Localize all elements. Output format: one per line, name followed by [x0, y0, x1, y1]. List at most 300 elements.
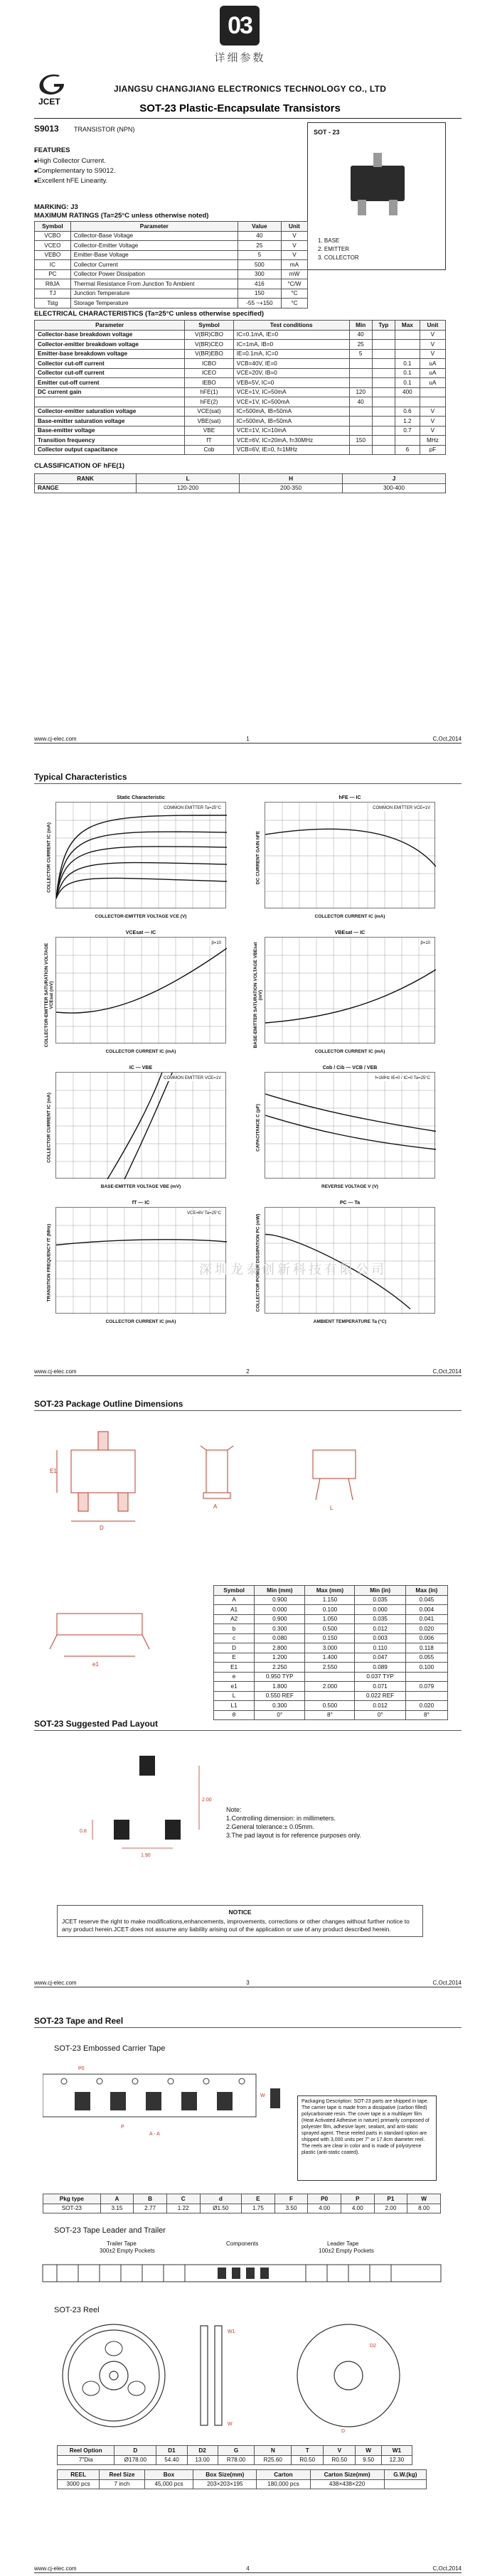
chart-title: PC — Ta: [339, 1201, 361, 1206]
table-cell: mA: [281, 260, 307, 270]
table-cell: Ø1.50: [200, 2204, 242, 2213]
table-cell: L1: [214, 1701, 255, 1711]
badge-label: 详细参数: [214, 52, 266, 64]
table-cell: 0.035: [355, 1595, 405, 1605]
table-header-cell: Unit: [420, 321, 445, 331]
svg-text:A - A: A - A: [149, 2132, 160, 2137]
table-header-cell: Parameter: [35, 321, 185, 331]
table-row: [35, 330, 446, 340]
section-divider: [34, 2027, 462, 2028]
chart-ylabel: COLLECTOR CURRENT IC (mA): [46, 1093, 52, 1163]
table-header-cell: Box: [144, 2470, 193, 2480]
table-header-cell: Min (in): [355, 1586, 405, 1596]
chart-plot: [56, 803, 227, 909]
footer-date: C,Oct,2014: [432, 736, 462, 742]
table-cell: 0.022 REF: [355, 1691, 405, 1701]
table-header-cell: Symbol: [214, 1586, 255, 1596]
table-cell: hFE(2): [185, 397, 234, 407]
table-cell: 0.055: [405, 1653, 447, 1663]
table-cell: Collector-Base Voltage: [70, 231, 238, 241]
chart-legend: VCE=6V Ta=25°C: [187, 1211, 221, 1215]
table-cell: V(BR)CEO: [185, 340, 234, 350]
table-cell: [395, 397, 420, 407]
table-cell: uA: [420, 368, 445, 378]
table-cell: V: [420, 349, 445, 359]
table-cell: 416: [238, 279, 281, 289]
chart-legend: β=10: [211, 941, 221, 945]
table-cell: 2.550: [305, 1663, 355, 1673]
table-cell: 7 inch: [100, 2479, 144, 2489]
footer-divider: [34, 1375, 462, 1376]
table-row: [214, 1624, 448, 1634]
footer-date: C,Oct,2014: [432, 1980, 462, 1986]
table-cell: IC=500mA, IB=50mA: [233, 407, 349, 417]
table-cell: VBE: [185, 426, 234, 436]
section-divider: [34, 783, 462, 784]
table-cell: 8°: [305, 1710, 355, 1720]
footer-url: www.cj-elec.com: [34, 736, 77, 742]
table-cell: 1.400: [305, 1653, 355, 1663]
table-cell: Emitter-Base Voltage: [70, 250, 238, 260]
chart-title: VCEsat — IC: [125, 930, 156, 935]
table-cell: [395, 330, 420, 340]
table-cell: IEBO: [185, 378, 234, 388]
table-row: [58, 2455, 412, 2465]
table-cell: 0.900: [255, 1614, 305, 1624]
table-cell: °C/W: [281, 279, 307, 289]
table-cell: 8.00: [407, 2204, 441, 2213]
table-cell: Collector-base breakdown voltage: [35, 330, 185, 340]
table-cell: c: [214, 1633, 255, 1643]
table-cell: 0.047: [355, 1653, 405, 1663]
page-footer: [34, 734, 462, 742]
table-cell: [349, 417, 372, 426]
table-cell: SOT-23: [43, 2204, 101, 2213]
leader-trailer-drawing: [36, 2258, 448, 2293]
table-cell: R0.50: [324, 2455, 356, 2465]
table-cell: 1.150: [305, 1595, 355, 1605]
table-cell: 4.00: [341, 2204, 374, 2213]
table-header-cell: P: [341, 2194, 374, 2204]
classification-table: [34, 473, 446, 493]
table-cell: [372, 426, 395, 436]
table-cell: 6: [395, 445, 420, 455]
pad-layout-drawing: [78, 1742, 220, 1862]
table-row: [35, 426, 446, 436]
trailer-label: Trailer Tape: [107, 2240, 137, 2247]
table-cell: 0.080: [255, 1633, 305, 1643]
table-cell: IC=0.1mA, IE=0: [233, 330, 349, 340]
table-cell: DC current gain: [35, 387, 185, 397]
table-cell: 0.000: [255, 1605, 305, 1615]
table-cell: 13.00: [187, 2455, 218, 2465]
table-cell: 0.550 REF: [255, 1691, 305, 1701]
table-cell: [384, 2479, 426, 2489]
table-cell: [372, 436, 395, 446]
table-cell: e: [214, 1672, 255, 1682]
reel-title: SOT-23 Reel: [54, 2306, 100, 2314]
table-cell: 0.100: [405, 1663, 447, 1673]
table-cell: 203×203×195: [193, 2479, 257, 2489]
typical-chart: [253, 930, 435, 1054]
chart-title: VBEsat — IC: [334, 930, 366, 935]
table-cell: VEB=5V, IC=0: [233, 378, 349, 388]
table-header-cell: E: [242, 2194, 275, 2204]
table-row: [35, 279, 308, 289]
svg-text:0.8: 0.8: [80, 1829, 87, 1834]
table-header-row: [35, 474, 446, 484]
table-row: [214, 1653, 448, 1663]
table-row: [35, 241, 308, 251]
table-cell: 0.000: [355, 1605, 405, 1615]
chart-ylabel: COLLECTOR POWER DISSIPATION PC (mW): [255, 1213, 261, 1312]
chart-title: fT — IC: [132, 1201, 150, 1206]
table-cell: MHz: [420, 436, 445, 446]
table-cell: 400: [395, 387, 420, 397]
table-cell: 0.1: [395, 368, 420, 378]
table-cell: 150: [238, 289, 281, 299]
chart-xlabel: AMBIENT TEMPERATURE Ta (°C): [313, 1319, 387, 1324]
table-cell: [372, 417, 395, 426]
table-cell: Thermal Resistance From Junction To Ambient: [70, 279, 238, 289]
table-cell: RANGE: [35, 483, 137, 493]
table-cell: [372, 330, 395, 340]
table-cell: 12.30: [381, 2455, 412, 2465]
table-header-cell: Min: [349, 321, 372, 331]
svg-text:W: W: [228, 2422, 233, 2427]
table-row: [214, 1595, 448, 1605]
table-cell: Collector-emitter breakdown voltage: [35, 340, 185, 350]
table-cell: fT: [185, 436, 234, 446]
table-header-cell: Parameter: [70, 222, 238, 232]
table-header-cell: Box Size(mm): [193, 2470, 257, 2480]
table-row: [214, 1605, 448, 1615]
chart-title: hFE — IC: [338, 795, 361, 800]
chart-legend: COMMON EMITTER Ta=25°C: [164, 806, 221, 810]
table-cell: [372, 340, 395, 350]
pad-notes: [226, 1805, 361, 1840]
table-cell: 0.118: [405, 1643, 447, 1653]
table-cell: [372, 378, 395, 388]
table-cell: IC=500mA, IB=50mA: [233, 417, 349, 426]
table-cell: [349, 359, 372, 369]
carrier-tape-title: SOT-23 Embossed Carrier Tape: [54, 2044, 166, 2053]
page-3: [0, 1379, 480, 1990]
table-cell: 25: [238, 241, 281, 251]
features-title: FEATURES: [34, 146, 70, 154]
table-cell: Transition frequency: [35, 436, 185, 446]
chart-xlabel: COLLECTOR CURRENT IC (mA): [105, 1319, 176, 1324]
svg-text:2.00: 2.00: [202, 1798, 212, 1803]
table-cell: 0.020: [405, 1624, 447, 1634]
table-header-cell: Typ: [372, 321, 395, 331]
table-cell: [395, 349, 420, 359]
table-cell: 120-200: [137, 483, 240, 493]
table-cell: 0.500: [305, 1701, 355, 1711]
table-cell: Collector Current: [70, 260, 238, 270]
table-header-row: [43, 2194, 441, 2204]
table-header-cell: N: [255, 2446, 292, 2456]
table-cell: V: [281, 231, 307, 241]
table-row: [35, 349, 446, 359]
chart-plot: [265, 803, 436, 909]
leader-label: Leader Tape: [327, 2240, 359, 2247]
table-cell: 0.7: [395, 426, 420, 436]
table-cell: V: [420, 407, 445, 417]
table-cell: R78.00: [218, 2455, 255, 2465]
table-cell: VCE=20V, IB=0: [233, 368, 349, 378]
table-cell: 200-350: [240, 483, 343, 493]
table-cell: [420, 397, 445, 407]
page-footer: [34, 1977, 462, 1986]
table-row: [35, 378, 446, 388]
chart-legend: COMMON EMITTER VCE=1V: [373, 806, 430, 810]
feature-item: ■ Complementary to S9012.: [34, 166, 116, 176]
table-cell: hFE(1): [185, 387, 234, 397]
table-cell: 0.6: [395, 407, 420, 417]
table-cell: 0.950 TYP: [255, 1672, 305, 1682]
table-cell: [372, 445, 395, 455]
feature-item: ■ Excellent hFE Linearity.: [34, 176, 116, 186]
chart-legend: f=1MHz IE=0 / IC=0 Ta=25°C: [375, 1076, 430, 1080]
table-cell: Ø178.00: [114, 2455, 156, 2465]
outline-dimensions-table: [213, 1585, 448, 1720]
table-cell: 54.40: [156, 2455, 187, 2465]
document-title: SOT-23 Plastic-Encapsulate Transistors: [139, 102, 341, 114]
title-divider: [34, 118, 462, 119]
table-cell: uA: [420, 359, 445, 369]
table-cell: 0.020: [405, 1701, 447, 1711]
table-row: [35, 445, 446, 455]
notice-box: [57, 1905, 423, 1937]
chart-xlabel: BASE-EMITTER VOLTAGE VBE (mV): [100, 1184, 181, 1189]
typical-chart: [46, 795, 226, 919]
table-cell: [420, 387, 445, 397]
package-box-label: SOT - 23: [314, 129, 340, 136]
trailer-pockets: 300±2 Empty Pockets: [100, 2248, 155, 2254]
chart-xlabel: COLLECTOR CURRENT IC (mA): [314, 1049, 385, 1054]
table-header-cell: W1: [381, 2446, 412, 2456]
table-row: [35, 397, 446, 407]
pad-note: Note:: [226, 1806, 242, 1813]
table-cell: b: [214, 1624, 255, 1634]
table-cell: 25: [349, 340, 372, 350]
chart-plot: [56, 1073, 227, 1179]
part-type: TRANSISTOR (NPN): [74, 126, 135, 133]
table-cell: VCB=6V, IE=0, f=1MHz: [233, 445, 349, 455]
table-cell: IC=1mA, IB=0: [233, 340, 349, 350]
table-cell: 2.77: [134, 2204, 167, 2213]
table-cell: [349, 368, 372, 378]
section-divider: [34, 1410, 462, 1411]
table-cell: V(BR)CBO: [185, 330, 234, 340]
footer-page: 2: [246, 1368, 250, 1375]
table-cell: uA: [420, 378, 445, 388]
table-cell: A1: [214, 1605, 255, 1615]
table-header-cell: Symbol: [185, 321, 234, 331]
table-header-cell: Min (mm): [255, 1586, 305, 1596]
marking: MARKING: J3: [34, 203, 78, 211]
table-cell: °C: [281, 289, 307, 299]
footer-date: C,Oct,2014: [432, 1368, 462, 1375]
chart-ylabel: COLLECTOR CURRENT IC (mA): [46, 822, 52, 893]
table-cell: Collector-emitter saturation voltage: [35, 407, 185, 417]
table-header-cell: D2: [187, 2446, 218, 2456]
table-cell: Collector Power Dissipation: [70, 269, 238, 279]
table-cell: VCE(sat): [185, 407, 234, 417]
table-row: [35, 483, 446, 493]
package-box: [307, 122, 446, 270]
table-cell: [372, 368, 395, 378]
table-cell: pF: [420, 445, 445, 455]
table-cell: Tstg: [35, 299, 71, 308]
table-cell: R25.60: [255, 2455, 292, 2465]
chart-xlabel: COLLECTOR CURRENT IC (mA): [105, 1049, 176, 1054]
table-cell: V: [420, 426, 445, 436]
table-cell: Junction Temperature: [70, 289, 238, 299]
table-cell: 5: [238, 250, 281, 260]
table-cell: [372, 349, 395, 359]
table-cell: VCE=1V, IC=50mA: [233, 387, 349, 397]
table-cell: Base-emitter saturation voltage: [35, 417, 185, 426]
pin-label: 1. BASE: [318, 237, 340, 244]
table-cell: [372, 387, 395, 397]
pad-title: SOT-23 Suggested Pad Layout: [34, 1719, 159, 1729]
chart-xlabel: COLLECTOR-EMITTER VOLTAGE VCE (V): [95, 914, 187, 919]
company-name: JIANGSU CHANGJIANG ELECTRONICS TECHNOLOGY CO., LTD: [114, 84, 387, 94]
table-header-cell: Unit: [281, 222, 307, 232]
table-cell: V: [281, 250, 307, 260]
table-cell: V: [420, 340, 445, 350]
sot23-package-icon: [308, 137, 447, 244]
table-header-cell: Carton: [257, 2470, 310, 2480]
table-header-cell: Max: [395, 321, 420, 331]
table-row: [214, 1633, 448, 1643]
table-cell: [395, 340, 420, 350]
svg-text:e1: e1: [92, 1661, 99, 1668]
table-cell: 0.1: [395, 359, 420, 369]
table-header-cell: RANK: [35, 474, 137, 484]
table-cell: E: [214, 1653, 255, 1663]
svg-text:W: W: [260, 2093, 265, 2098]
table-cell: 9.50: [356, 2455, 381, 2465]
table-row: [35, 340, 446, 350]
table-cell: 180,000 pcs: [257, 2479, 310, 2489]
table-cell: [405, 1691, 447, 1701]
table-header-cell: Pkg type: [43, 2194, 101, 2204]
footer-date: C,Oct,2014: [432, 2565, 462, 2572]
table-cell: 0.300: [255, 1624, 305, 1634]
table-cell: TJ: [35, 289, 71, 299]
table-cell: VBE(sat): [185, 417, 234, 426]
page-footer: [34, 1366, 462, 1375]
table-header-row: [35, 321, 446, 331]
table-cell: Base-emitter voltage: [35, 426, 185, 436]
table-cell: 0.012: [355, 1701, 405, 1711]
table-cell: -55 ~+150: [238, 299, 281, 308]
table-cell: E1: [214, 1663, 255, 1673]
svg-text:W1: W1: [228, 2329, 235, 2334]
table-cell: 0.150: [305, 1633, 355, 1643]
table-cell: [349, 407, 372, 417]
table-cell: 1.050: [305, 1614, 355, 1624]
table-cell: 0.079: [405, 1682, 447, 1692]
table-cell: [305, 1691, 355, 1701]
reel-drawing: [36, 2319, 448, 2440]
table-cell: 0.045: [405, 1595, 447, 1605]
table-cell: Collector-Emitter Voltage: [70, 241, 238, 251]
table-cell: [372, 397, 395, 407]
carrier-tape-drawing: [43, 2060, 284, 2138]
table-header-cell: Max (in): [405, 1586, 447, 1596]
table-cell: [349, 378, 372, 388]
page-4: [0, 1990, 480, 2576]
table-cell: Collector output capacitance: [35, 445, 185, 455]
table-cell: 0.300: [255, 1701, 305, 1711]
logo-text: JCET: [38, 97, 60, 107]
pin-label: 2. EMITTER: [318, 246, 350, 252]
chart-legend: β=10: [420, 941, 430, 945]
notice-text: JCET reserve the right to make modifications,enhancements, improvements, corrections or other changes without further notice to any product herein.JCET does not assume any liability arising out of the application or use of any product described herein.: [62, 1918, 410, 1933]
table-header-row: [35, 222, 308, 232]
table-cell: ICEO: [185, 368, 234, 378]
table-header-cell: C: [166, 2194, 200, 2204]
table-cell: A2: [214, 1614, 255, 1624]
chart-legend: COMMON EMITTER VCE=1V: [164, 1076, 221, 1080]
table-cell: 3000 pcs: [58, 2479, 100, 2489]
svg-text:1.90: 1.90: [141, 1853, 151, 1858]
table-cell: R0.50: [292, 2455, 324, 2465]
chart-ylabel: COLLECTOR-EMITTER SATURATION VOLTAGE VCEsat (mV): [44, 943, 54, 1048]
section-divider: [34, 1730, 462, 1731]
table-cell: VCBO: [35, 231, 71, 241]
max-ratings-title: MAXIMUM RATINGS (Ta=25°C unless otherwise noted): [34, 212, 209, 220]
table-cell: 1.200: [255, 1653, 305, 1663]
electrical-characteristics-table: [34, 320, 446, 455]
table-cell: 40: [349, 397, 372, 407]
table-header-cell: T: [292, 2446, 324, 2456]
footer-divider: [34, 2572, 462, 2573]
table-cell: mW: [281, 269, 307, 279]
classification-title: CLASSIFICATION OF hFE(1): [34, 462, 125, 470]
footer-page: 3: [246, 1980, 250, 1986]
table-cell: 45,000 pcs: [144, 2479, 193, 2489]
tape-dimensions-table: [43, 2194, 441, 2213]
chart-plot: [265, 938, 436, 1044]
table-cell: θ: [214, 1710, 255, 1720]
table-cell: 8°: [405, 1710, 447, 1720]
table-header-cell: Symbol: [35, 222, 71, 232]
footer-url: www.cj-elec.com: [34, 2565, 77, 2572]
svg-text:E1: E1: [50, 1468, 57, 1474]
chart-xlabel: COLLECTOR CURRENT IC (mA): [314, 914, 385, 919]
chart-title: Cob / Cib — VCB / VEB: [322, 1066, 378, 1070]
table-cell: PC: [35, 269, 71, 279]
table-cell: Cob: [185, 445, 234, 455]
pad-note: 3.The pad layout is for reference purposes only.: [226, 1832, 361, 1839]
table-cell: 4.00: [308, 2204, 341, 2213]
table-cell: A: [214, 1595, 255, 1605]
table-cell: 2.00: [374, 2204, 407, 2213]
table-cell: 40: [349, 330, 372, 340]
table-cell: VEBO: [35, 250, 71, 260]
table-cell: V: [281, 241, 307, 251]
table-header-cell: F: [274, 2194, 308, 2204]
tape-title: SOT-23 Tape and Reel: [34, 2016, 124, 2026]
outline-drawing: [43, 1422, 455, 1564]
table-cell: 438×438×220: [310, 2479, 384, 2489]
table-cell: [372, 359, 395, 369]
